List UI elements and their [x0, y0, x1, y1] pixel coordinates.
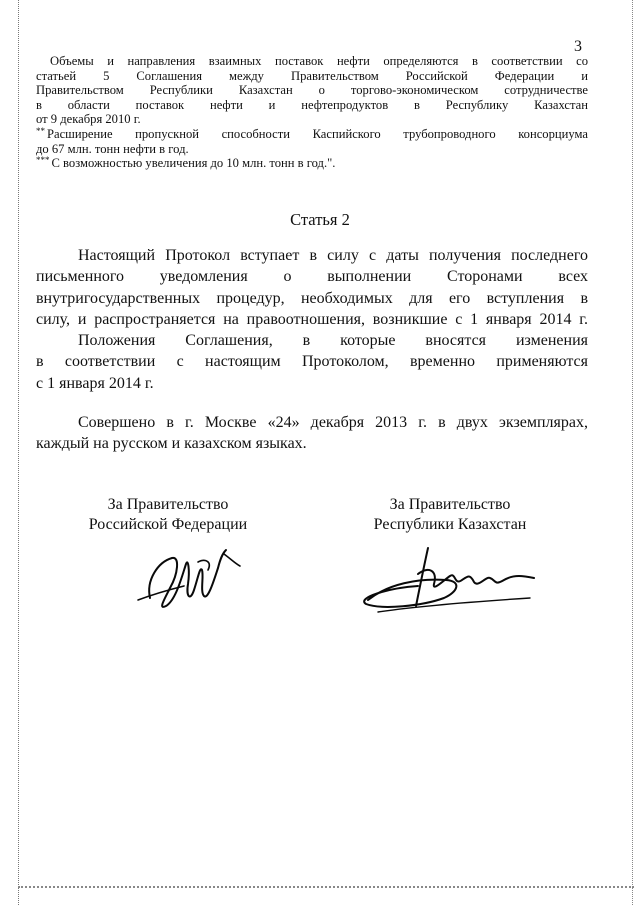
- signatory-kazakhstan: [340, 495, 560, 535]
- footnote-line: до 67 млн. тонн нефти в год.: [36, 141, 189, 156]
- page-number: 3: [574, 38, 582, 55]
- article-title: Статья 2: [290, 210, 350, 229]
- paragraph-line: с 1 января 2014 г.: [36, 374, 154, 392]
- footnotes-block: [36, 54, 588, 171]
- execution-clause: [36, 412, 588, 455]
- footnote-marker: ***: [36, 155, 50, 166]
- footnote-2: [36, 127, 588, 142]
- footnote-text: С возможностью увеличения до 10 млн. тонн в год.".: [51, 156, 336, 171]
- paragraph-line: силу, и распространяется на правоотношения, возникшие с 1 января 2014 г.: [36, 310, 588, 328]
- footnote-line: от 9 декабря 2010 г.: [36, 112, 141, 127]
- footnote-line: статьей 5 Соглашения между Правительством Российской Федерации и: [36, 68, 588, 83]
- signatory-russia: [58, 495, 278, 535]
- signatory-line: Российской Федерации: [88, 516, 248, 533]
- footnote-marker: **: [36, 125, 45, 136]
- footnote-line: Правительством Республики Казахстан о торгово-экономическом сотрудничестве: [36, 83, 588, 98]
- paragraph-line: письменного уведомления о выполнении Сторонами всех: [36, 268, 588, 286]
- signature-right-image: [358, 540, 538, 625]
- paragraph-line: каждый на русском и казахском языках.: [36, 435, 307, 453]
- footnote-line: в области поставок нефти и нефтепродуктов в Республику Казахстан: [36, 97, 588, 112]
- footnote-3: [36, 156, 588, 171]
- scan-edge-bottom: [18, 886, 634, 889]
- signatory-line: За Правительство: [107, 496, 229, 513]
- paragraph-line: в соответствии с настоящим Протоколом, временно применяются: [36, 353, 588, 371]
- paragraph-line: внутригосударственных процедур, необходимых для его вступления в: [36, 289, 588, 307]
- signature-left-image: [128, 540, 248, 620]
- scan-edge-right: [632, 0, 634, 905]
- footnote-line: Объемы и направления взаимных поставок нефти определяются в соответствии со: [50, 54, 588, 68]
- signatory-line: За Правительство: [389, 496, 511, 513]
- paragraph-line: Настоящий Протокол вступает в силу с даты получения последнего: [78, 247, 588, 264]
- footnote-text: Расширение пропускной способности Каспийского трубопроводного консорциума: [47, 126, 588, 141]
- paragraph-line: Совершено в г. Москве «24» декабря 2013 г. в двух экземплярах,: [78, 414, 588, 431]
- paragraph-line: Положения Соглашения, в которые вносятся изменения: [78, 332, 588, 350]
- signatory-line: Республики Казахстан: [373, 516, 527, 533]
- article-body: [36, 245, 588, 394]
- scan-edge-left: [18, 0, 20, 905]
